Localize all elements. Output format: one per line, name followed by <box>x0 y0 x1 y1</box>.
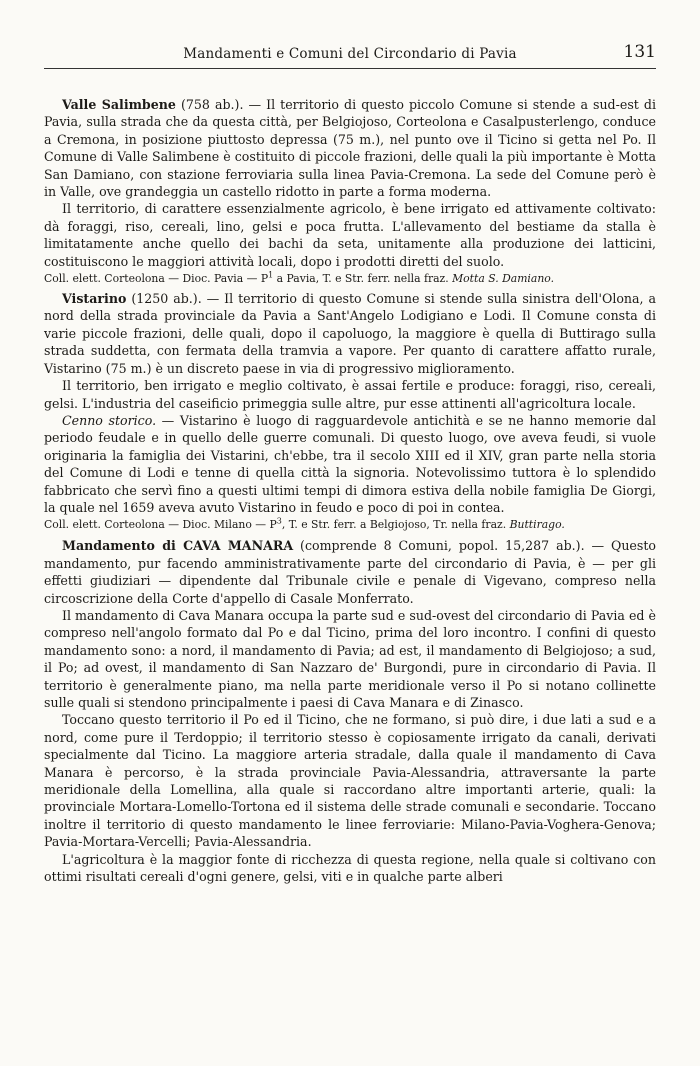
vistarino-paragraph-2: Il territorio, ben irrigato e meglio coltivato, è assai fertile e produce: foraggi, riso, cereali, gelsi. L'industria del caseificio primeggia sulle altre, pur esse attinenti all'agricoltura locale. <box>44 378 656 411</box>
page-body <box>44 96 656 885</box>
valle-salimbene-note <box>44 271 656 287</box>
note-text: , T. e Str. ferr. a Belgiojoso, Tr. nella fraz. <box>281 518 510 532</box>
section-heading: Mandamento di CAVA MANARA <box>62 538 294 554</box>
note-place: Motta S. Damiano. <box>452 272 555 286</box>
page-header <box>44 28 656 69</box>
valle-salimbene-paragraph <box>44 96 656 200</box>
vistarino-history-paragraph <box>44 412 656 516</box>
running-head: Mandamenti e Comuni del Circondario di Pavia <box>183 46 517 62</box>
note-place: Buttirago. <box>509 518 565 532</box>
paragraph-text: — Vistarino è luogo di ragguardevole antichità e se ne hanno memorie dal periodo feudale e in quello delle guerre comunali. Di questo luogo, ove aveva feudi, si vuole originaria la famiglia dei Vistarini, ch'ebbe, tra il secolo XIII ed il XIV, gran parte nella storia del Comune di Lodi e tenne di quella città la signoria. Notevolissimo tuttora è lo splendido fabbricato che servì fino a questi ultimi tempi di dimora estiva della nobile famiglia De Giorgi, la quale nel 1659 aveva avuto Vistarino in feudo e poco di poi in contea. <box>44 412 656 515</box>
history-heading: Cenno storico. <box>62 412 157 428</box>
vistarino-note <box>44 517 656 533</box>
vistarino-paragraph <box>44 290 656 377</box>
cava-manara-paragraph-4: L'agricoltura è la maggior fonte di ricchezza di questa regione, nella quale si coltivano con ottimi risultati cereali d'ogni genere, gelsi, viti e in qualche parte alberi <box>44 851 656 885</box>
paragraph-text: (758 ab.). — Il territorio di questo piccolo Comune si stende a sud-est di Pavia, sulla strada che da questa città, per Belgiojoso, Corteolona e Casalpusterlengo, conduce a Cremona, in posizione piuttosto depressa (75 m.), nel punto ove il Ticino si getta nel Po. Il Comune di Valle Salimbene è costituito di piccole frazioni, delle quali la più importante è Motta San Damiano, con stazione ferroviaria sulla linea Pavia-Cremona. La sede del Comune però è in Valle, ove grandeggia un castello ridotto in parte a forma moderna. <box>44 97 656 200</box>
note-text: a Pavia, T. e Str. ferr. nella fraz. <box>273 272 453 286</box>
paragraph-text: (comprende 8 Comuni, popol. 15,287 ab.). — Questo mandamento, pur facendo amministrativamente parte del circondario di Pavia, è — per gli effetti giudiziari — dipendente dal Tribunale civile e penale di Vigevano, compreso nella circoscrizione della Corte d'appello di Casale Monferrato. <box>44 538 656 606</box>
entry-heading: Valle Salimbene <box>62 97 176 112</box>
cava-manara-paragraph <box>44 537 656 607</box>
note-superscript: 3 <box>276 516 282 526</box>
paragraph-text: (1250 ab.). — Il territorio di questo Comune si stende sulla sinistra dell'Olona, a nord della strada provinciale da Pavia a Sant'Angelo Lodigiano e Lodi. Il Comune consta di varie piccole frazioni, delle quali, dopo il capoluogo, la maggiore è quella di Buttirago sulla strada suddetta, con fermata della tramvia a vapore. Per quanto di carattere affatto rurale, Vistarino (75 m.) è un discreto paese in via di progressivo miglioramento. <box>44 291 656 376</box>
note-superscript: 1 <box>268 270 274 280</box>
cava-manara-paragraph-3: Toccano questo territorio il Po ed il Ticino, che ne formano, si può dire, i due lati a sud e a nord, come pure il Terdoppio; il territorio stesso è copiosamente irrigato da canali, derivati specialmente dal Ticino. La maggiore arteria stradale, dalla quale il mandamento di Cava Manara è percorso, è la strada provinciale Pavia-Alessandria, attraversante la parte meridionale della Lomellina, alla quale si raccordano altre importanti arterie, quali: la provinciale Mortara-Lomello-Tortona ed il sistema delle strade comunali e secondarie. Toccano inoltre il territorio di questo mandamento le linee ferroviarie: Milano-Pavia-Voghera-Genova; Pavia-Mortara-Vercelli; Pavia-Alessandria. <box>44 712 656 850</box>
page-number: 131 <box>623 42 656 62</box>
entry-heading: Vistarino <box>62 291 127 307</box>
cava-manara-paragraph-2: Il mandamento di Cava Manara occupa la parte sud e sud-ovest del circondario di Pavia ed è compreso nell'angolo formato dal Po e dal Ticino, prima del loro incontro. I confini di questo mandamento sono: a nord, il mandamento di Pavia; ad est, il mandamento di Belgiojoso; a sud, il Po; ad ovest, il mandamento di San Nazzaro de' Burgondi, pure in circondario di Pavia. Il territorio è generalmente piano, ma nella parte meridionale verso il Po si notano collinette sulle quali si stendono principalmente i paesi di Cava Manara e di Zinasco. <box>44 607 656 710</box>
note-text: Coll. elett. Corteolona — Dioc. Pavia — P <box>44 272 269 286</box>
note-text: Coll. elett. Corteolona — Dioc. Milano — P <box>44 518 277 532</box>
valle-salimbene-paragraph-2: Il territorio, di carattere essenzialmente agricolo, è bene irrigato ed attivamente coltivato: dà foraggi, riso, cereali, lino, gelsi e poca frutta. L'allevamento del bestiame da stalla è limitatamente anche quello dei bachi da seta, unitamente alla produzione dei latticini, costituiscono le maggiori attività locali, dopo i prodotti diretti del suolo. <box>44 201 656 269</box>
